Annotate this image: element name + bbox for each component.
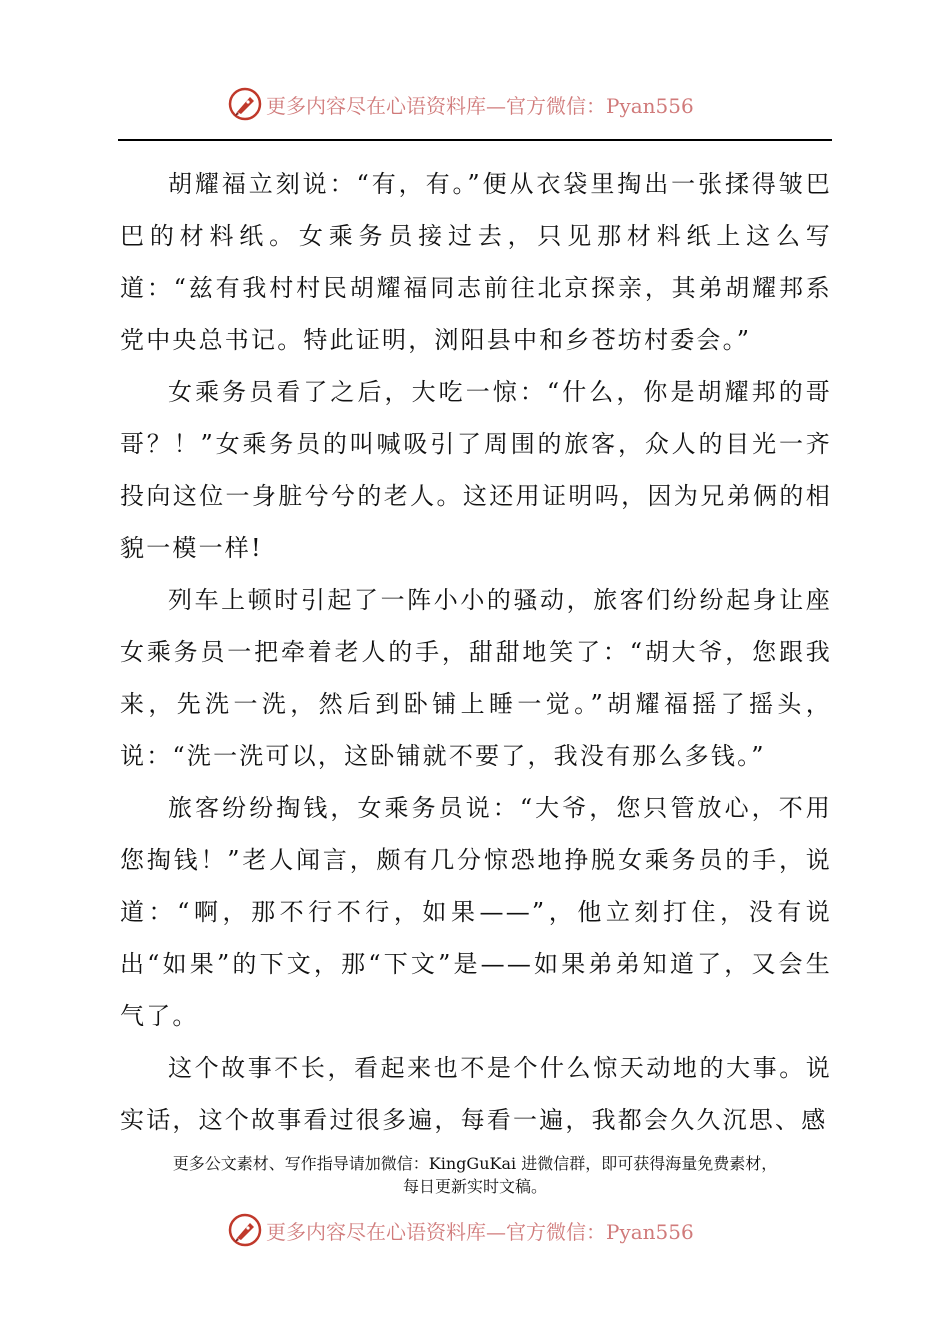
- header-banner: [0, 82, 950, 126]
- footer-banner: [0, 1208, 950, 1252]
- pen-nib-logo-icon: [228, 1213, 262, 1247]
- pen-nib-logo-icon: [228, 87, 262, 121]
- paragraph: 这个故事不长，看起来也不是个什么惊天动地的大事。说实话，这个故事看过很多遍，每看一遍，我都会久久沉思、感: [120, 1054, 832, 1134]
- paragraph: 女乘务员看了之后，大吃一惊：“什么，你是胡耀邦的哥哥？！”女乘务员的叫喊吸引了周围的旅客，众人的目光一齐投向这位一身脏兮兮的老人。这还用证明吗，因为兄弟俩的相貌一模一样!: [120, 378, 832, 562]
- paragraph: 胡耀福立刻说：“有，有。”便从衣袋里掏出一张揉得皱巴巴的材料纸。女乘务员接过去，只见那材料纸上这么写道：“兹有我村村民胡耀福同志前往北京探亲，其弟胡耀邦系党中央总书记。特此证明，浏阳县中和乡苍坊村委会。”: [120, 170, 832, 354]
- footer-note-line1: 更多公文素材、写作指导请加微信：KingGuKai 进微信群，即可获得海量免费素材，: [172, 1154, 778, 1173]
- header-divider: [118, 139, 832, 141]
- paragraph: 旅客纷纷掏钱，女乘务员说：“大爷，您只管放心，不用您掏钱！”老人闻言，颇有几分惊恐地挣脱女乘务员的手，说道：“啊，那不行不行，如果——”，他立刻打住，没有说出“如果”的下文，那“下文”是——如果弟弟知道了，又会生气了。: [120, 794, 832, 1030]
- article-body: [120, 158, 832, 1146]
- paragraph: 列车上顿时引起了一阵小小的骚动，旅客们纷纷起身让座女乘务员一把牵着老人的手，甜甜地笑了：“胡大爷，您跟我来，先洗一洗，然后到卧铺上睡一觉。”胡耀福摇了摇头，说：“洗一洗可以，这卧铺就不要了，我没有那么多钱。”: [120, 586, 832, 770]
- footer-banner-text: 更多内容尽在心语资料库—官方微信：Pyan556: [266, 1219, 694, 1244]
- footer-note: [100, 1152, 850, 1198]
- header-banner-text: 更多内容尽在心语资料库—官方微信：Pyan556: [266, 93, 694, 118]
- footer-note-line2: 每日更新实时文稿。: [402, 1177, 547, 1196]
